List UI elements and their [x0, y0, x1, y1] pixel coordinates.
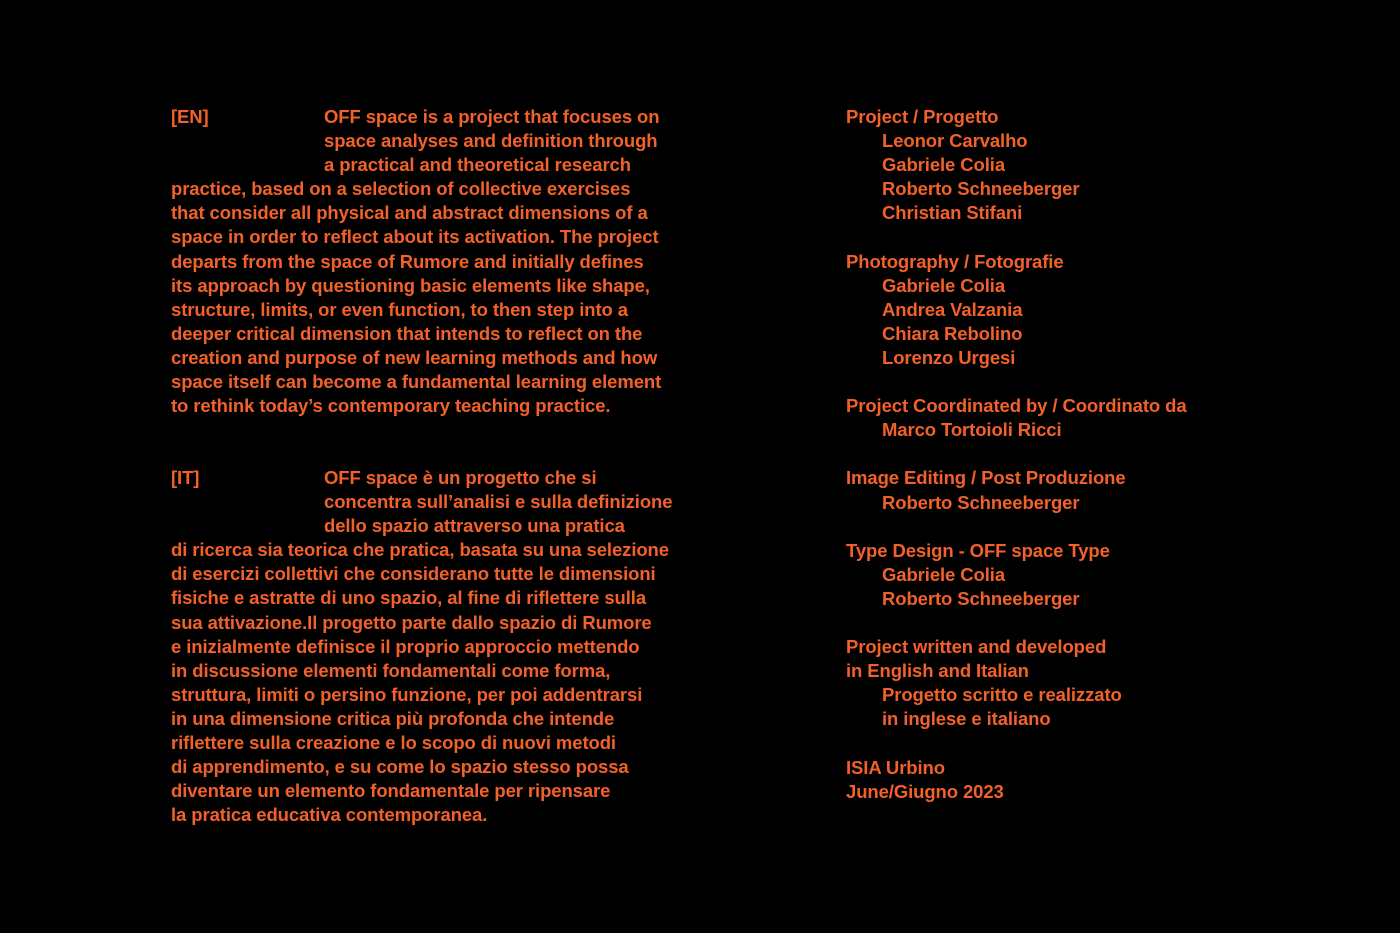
italian-text-line: di ricerca sia teorica che pratica, basata su una selezione — [171, 539, 669, 561]
credits-language-group — [846, 635, 1187, 731]
credits-name: Roberto Schneeberger — [882, 178, 1080, 200]
italian-text-line: fisiche e astratte di uno spazio, al fine di riflettere sulla — [171, 587, 647, 609]
credits-name: in inglese e italiano — [882, 708, 1051, 730]
italian-text-line: sua attivazione.Il progetto parte dallo spazio di Rumore — [171, 611, 652, 633]
credits-type-design-group — [846, 539, 1187, 611]
credits-name: Christian Stifani — [882, 202, 1023, 224]
credits-name: Roberto Schneeberger — [882, 491, 1080, 513]
english-text-line: departs from the space of Rumore and initially defines — [171, 250, 644, 272]
credits-heading: Image Editing / Post Produzione — [846, 467, 1126, 489]
credits-heading: in English and Italian — [846, 660, 1029, 682]
english-text-line: structure, limits, or even function, to then step into a — [171, 298, 628, 320]
english-text-block — [171, 105, 661, 418]
credits-heading: Type Design - OFF space Type — [846, 539, 1110, 561]
italian-text-line: dello spazio attraverso una pratica — [324, 515, 625, 537]
english-language-tag: [EN] — [171, 106, 209, 127]
english-text-line: space itself can become a fundamental learning element — [171, 371, 662, 393]
credits-name: Gabriele Colia — [882, 274, 1006, 296]
institution-name: ISIA Urbino — [846, 756, 945, 778]
italian-text-line: di apprendimento, e su come lo spazio stesso possa — [171, 756, 629, 778]
institution-date: June/Giugno 2023 — [846, 780, 1004, 802]
english-text-line: space analyses and definition through — [324, 130, 658, 152]
credits-name: Roberto Schneeberger — [882, 587, 1080, 609]
english-text-line: space in order to reflect about its activation. The project — [171, 226, 659, 248]
credits-photography-group — [846, 250, 1187, 370]
credits-heading: Project / Progetto — [846, 106, 999, 127]
english-text-line: deeper critical dimension that intends to reflect on the — [171, 322, 643, 344]
credits-name: Andrea Valzania — [882, 298, 1023, 320]
credits-heading: Project written and developed — [846, 636, 1107, 658]
english-text-line: creation and purpose of new learning methods and how — [171, 346, 658, 368]
credits-name: Progetto scritto e realizzato — [882, 684, 1122, 706]
english-text-line: its approach by questioning basic elements like shape, — [171, 274, 650, 296]
credits-name: Lorenzo Urgesi — [882, 346, 1016, 368]
credits-name: Gabriele Colia — [882, 154, 1006, 176]
credits-image-editing-group — [846, 466, 1187, 514]
credits-heading: Photography / Fotografie — [846, 250, 1064, 272]
italian-text-line: la pratica educativa contemporanea. — [171, 804, 488, 826]
credits-name: Marco Tortoioli Ricci — [882, 419, 1062, 441]
italian-text-line: e inizialmente definisce il proprio approccio mettendo — [171, 635, 640, 657]
english-text-line: that consider all physical and abstract dimensions of a — [171, 202, 648, 224]
italian-text-line: concentra sull’analisi e sulla definizione — [324, 491, 673, 513]
credits-institution-group — [846, 756, 1187, 804]
credits-name: Gabriele Colia — [882, 563, 1006, 585]
italian-text-line: in discussione elementi fondamentali come forma, — [171, 659, 611, 681]
italian-language-tag: [IT] — [171, 467, 200, 488]
english-text-line: a practical and theoretical research — [324, 154, 631, 176]
credits-heading: Project Coordinated by / Coordinato da — [846, 395, 1187, 417]
credits-project-group — [846, 105, 1187, 225]
italian-text-line: in una dimensione critica più profonda che intende — [171, 707, 615, 729]
italian-text-block — [171, 466, 672, 827]
english-text-line: to rethink today’s contemporary teaching practice. — [171, 395, 611, 417]
italian-text-line: struttura, limiti o persino funzione, per poi addentrarsi — [171, 683, 643, 705]
credits-name: Chiara Rebolino — [882, 322, 1023, 344]
credits-coordination-group — [846, 394, 1187, 442]
italian-text-line: riflettere sulla creazione e lo scopo di nuovi metodi — [171, 732, 616, 754]
italian-text-line: OFF space è un progetto che si — [324, 467, 597, 488]
credits-column — [846, 105, 1187, 804]
credits-name: Leonor Carvalho — [882, 130, 1028, 152]
italian-text-line: diventare un elemento fondamentale per ripensare — [171, 780, 611, 802]
italian-text-line: di esercizi collettivi che considerano tutte le dimensioni — [171, 563, 656, 585]
english-text-line: OFF space is a project that focuses on — [324, 106, 660, 127]
english-text-line: practice, based on a selection of collective exercises — [171, 178, 631, 200]
